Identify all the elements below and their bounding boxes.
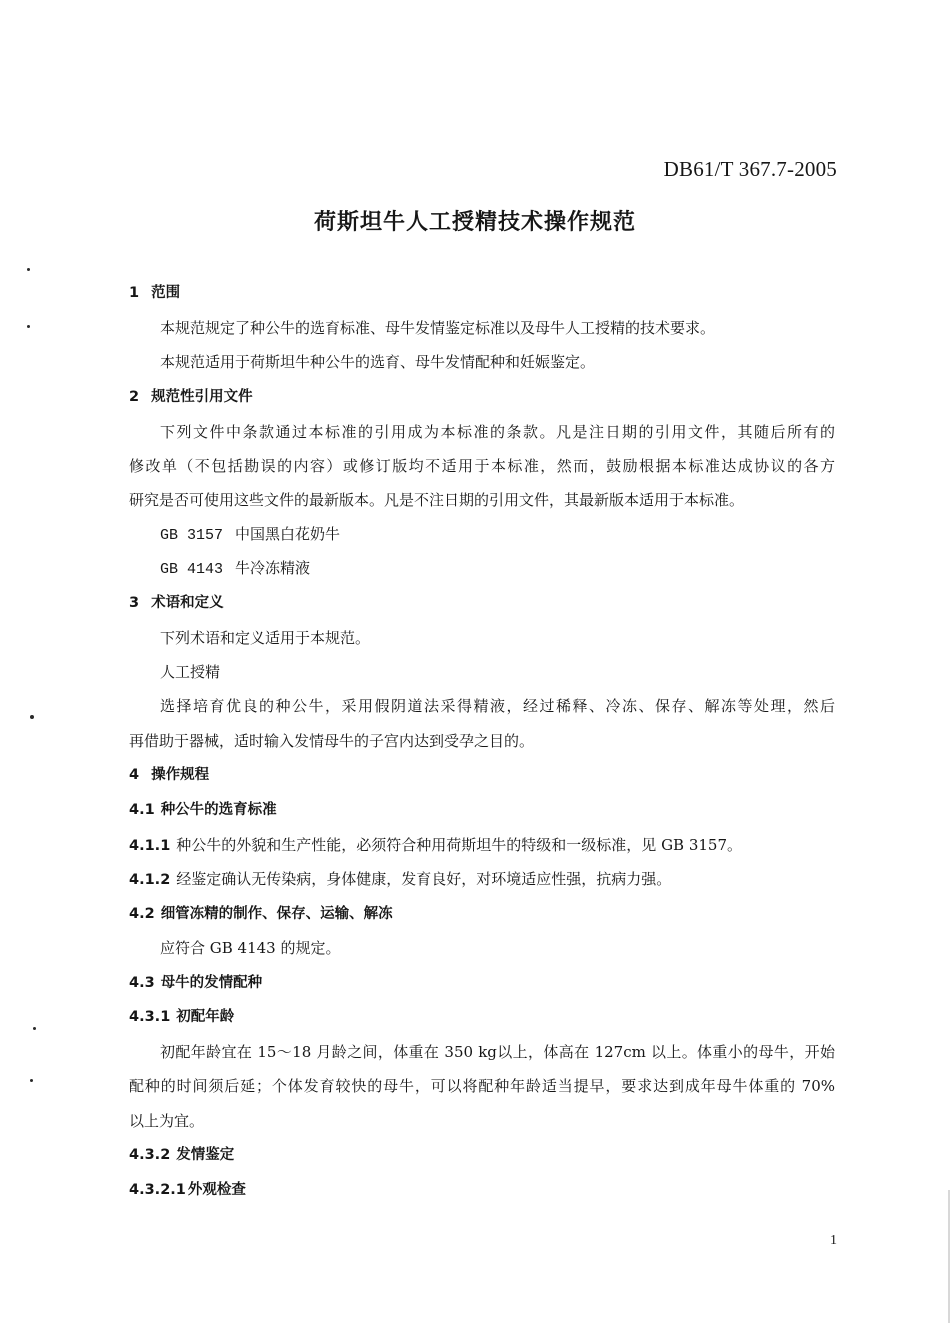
paragraph: 本规范规定了种公牛的选育标准、母牛发情鉴定标准以及母牛人工授精的技术要求。	[160, 319, 716, 337]
section-3-heading	[129, 593, 224, 613]
section-title: 外观检查	[187, 1182, 246, 1198]
section-number: 3	[129, 595, 140, 611]
section-number: 4.3.1	[129, 1009, 171, 1025]
scan-speck	[27, 268, 30, 271]
scan-speck	[33, 1027, 36, 1030]
clause-number: 4.1.2	[129, 872, 171, 888]
subsection-4-3-2-1-heading	[129, 1180, 246, 1200]
section-number: 4	[129, 767, 140, 783]
section-title: 细管冻精的制作、保存、运输、解冻	[160, 906, 393, 922]
subsection-4-1-heading	[129, 800, 277, 820]
section-number: 4.3.2.1	[129, 1182, 186, 1198]
section-title: 操作规程	[151, 767, 210, 783]
section-number: 4.1	[129, 802, 155, 818]
term: 人工授精	[160, 663, 221, 681]
section-1-heading	[129, 283, 180, 303]
section-title: 母牛的发情配种	[160, 975, 263, 991]
paragraph-line: 初配年龄宜在 15～18 月龄之间，体重在 350 kg以上，体高在 127cm 以上。体重小的母牛，开始	[160, 1043, 835, 1061]
subsection-4-3-1-heading	[129, 1007, 234, 1027]
scan-speck	[30, 1079, 33, 1082]
section-number: 2	[129, 389, 140, 405]
section-title: 初配年龄	[176, 1009, 235, 1025]
clause-text: 种公牛的外貌和生产性能，必须符合种用荷斯坦牛的特级和一级标准，见 GB 3157。	[176, 836, 743, 854]
scan-speck	[27, 325, 30, 328]
reference-code: GB 3157	[160, 527, 224, 544]
reference-item	[160, 558, 310, 580]
section-2-heading	[129, 387, 253, 407]
standard-code: DB61/T 367.7-2005	[663, 157, 837, 181]
section-title: 发情鉴定	[176, 1147, 235, 1163]
page-number: 1	[830, 1233, 837, 1248]
reference-code: GB 4143	[160, 561, 224, 578]
reference-title: 牛冷冻精液	[235, 559, 311, 577]
scan-speck	[30, 715, 34, 719]
section-number: 4.3.2	[129, 1147, 171, 1163]
section-number: 4.2	[129, 906, 155, 922]
paragraph-line: 研究是否可使用这些文件的最新版本。凡是不注日期的引用文件，其最新版本适用于本标准。	[129, 491, 745, 509]
reference-title: 中国黑白花奶牛	[235, 525, 341, 543]
document-title: 荷斯坦牛人工授精技术操作规范	[313, 210, 636, 235]
section-title: 术语和定义	[151, 595, 224, 611]
paragraph: 应符合 GB 4143 的规定。	[160, 939, 341, 957]
subsection-4-3-heading	[129, 973, 262, 993]
subsection-4-3-2-heading	[129, 1145, 234, 1165]
paragraph-line: 下列文件中条款通过本标准的引用成为本标准的条款。凡是注日期的引用文件，其随后所有的	[160, 423, 835, 441]
subsection-4-2-heading	[129, 904, 393, 924]
clause-4-1-2	[129, 869, 671, 890]
paragraph-line: 配种的时间须后延；个体发育较快的母牛，可以将配种年龄适当提早，要求达到成年母牛体重的 70%	[129, 1077, 835, 1095]
paragraph: 本规范适用于荷斯坦牛种公牛的选育、母牛发情配种和妊娠鉴定。	[160, 353, 596, 371]
section-title: 范围	[151, 285, 181, 301]
section-title: 种公牛的选育标准	[160, 802, 277, 818]
paragraph-line: 再借助于器械，适时输入发情母牛的子宫内达到受孕之目的。	[129, 732, 535, 750]
section-title: 规范性引用文件	[151, 389, 253, 405]
paragraph-line: 选择培育优良的种公牛，采用假阴道法采得精液，经过稀释、冷冻、保存、解冻等处理，然后	[160, 697, 835, 715]
section-4-heading	[129, 765, 209, 785]
clause-number: 4.1.1	[129, 838, 171, 854]
section-number: 4.3	[129, 975, 155, 991]
section-number: 1	[129, 285, 140, 301]
clause-text: 经鉴定确认无传染病，身体健康，发育良好，对环境适应性强，抗病力强。	[176, 870, 672, 888]
clause-4-1-1	[129, 835, 742, 856]
reference-item	[160, 524, 340, 546]
paragraph-line: 修改单（不包括勘误的内容）或修订版均不适用于本标准，然而，鼓励根据本标准达成协议的各方	[129, 457, 835, 475]
paragraph-line: 以上为宜。	[129, 1112, 205, 1130]
paragraph: 下列术语和定义适用于本规范。	[160, 629, 371, 647]
